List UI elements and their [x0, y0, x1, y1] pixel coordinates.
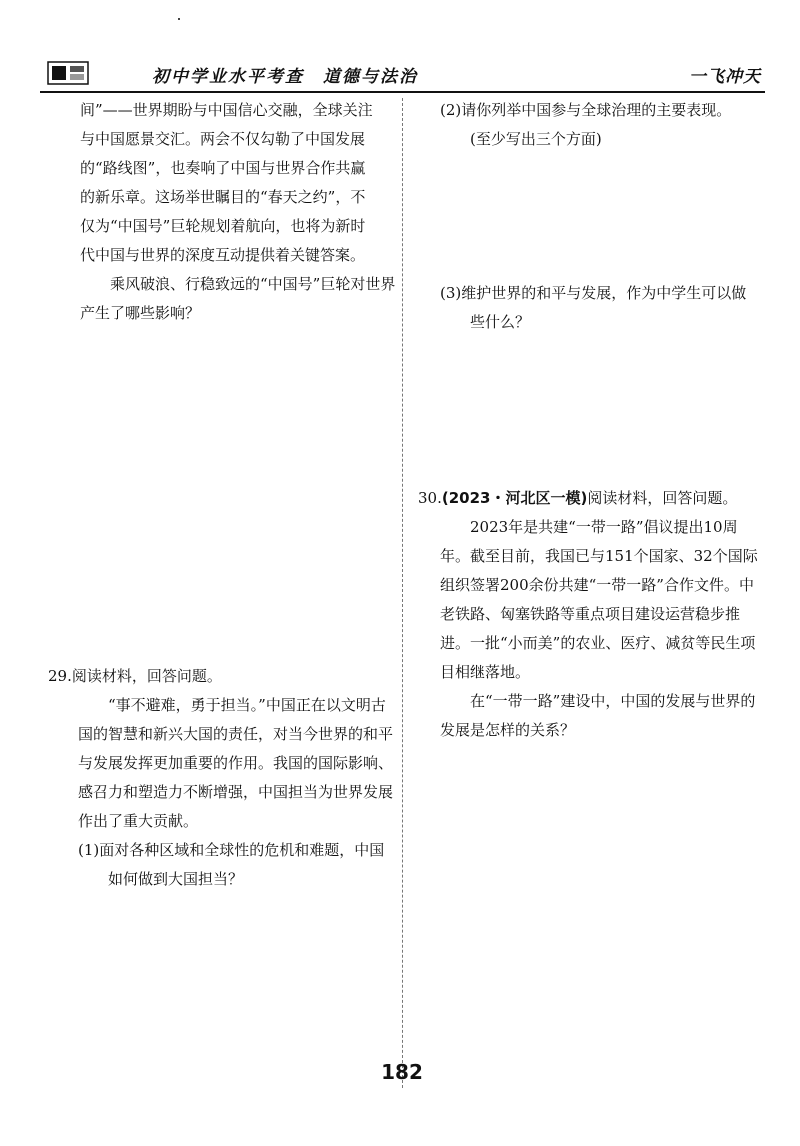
q30-instruction: 阅读材料，回答问题。	[587, 489, 738, 507]
material-line: 的新乐章。这场举世瞩目的“春天之约”，不	[80, 188, 366, 206]
sub-question-2: (2)请你列举中国参与全球治理的主要表现。	[440, 101, 732, 119]
page-header	[40, 58, 765, 92]
question-30	[418, 484, 758, 745]
q30-material: 2023年是共建“一带一路”倡议提出10周年。截至目前，我国已与151个国家、32个国际组织签署200余份共建“一带一路”合作文件。中老铁路、匈塞铁路等重点项目建设运营稳步推进。一批“小而美”的农业、医疗、减贫等民生项目相继落地。	[440, 518, 758, 681]
material-line: 间”——世界期盼与中国信心交融，全球关注	[80, 101, 373, 119]
header-title: 初中学业水平考查 道德与法治	[152, 67, 418, 87]
right-column-top	[440, 96, 758, 337]
book-logo-icon	[46, 58, 90, 88]
q30-question: 在“一带一路”建设中，中国的发展与世界的发展是怎样的关系？	[440, 692, 756, 739]
question-text: 乘风破浪、行稳致远的“中国号”巨轮对世界产生了哪些影响？	[80, 275, 396, 322]
q29-sub-1: (1)面对各种区域和全球性的危机和难题，中国如何做到大国担当？	[78, 841, 385, 888]
q30-heading	[418, 484, 758, 513]
q29-heading: 29.阅读材料，回答问题。	[48, 667, 222, 685]
column-divider	[402, 98, 403, 1088]
material-line: 的“路线图”，也奏响了中国与世界合作共赢	[80, 159, 366, 177]
header-rule	[40, 91, 765, 93]
material-line: 仅为“中国号”巨轮规划着航向，也将为新时	[80, 217, 366, 235]
left-column-top	[80, 96, 398, 328]
q29-material: “事不避难，勇于担当。”中国正在以文明古国的智慧和新兴大国的责任，对当今世界的和平与发展发挥更加重要的作用。我国的国际影响、感召力和塑造力不断增强，中国担当为世界发展作出了重大贡献。	[78, 696, 394, 830]
material-line: 代中国与世界的深度互动提供着关键答案。	[80, 246, 366, 264]
brand-logo: 一飞冲天	[689, 67, 761, 87]
sub-question-2-note: (至少写出三个方面)	[470, 130, 602, 148]
q30-number: 30.	[418, 489, 442, 507]
sub-question-3: (3)维护世界的和平与发展，作为中学生可以做些什么？	[440, 284, 747, 331]
page-number: 182	[381, 1060, 423, 1084]
stray-dot	[178, 18, 180, 20]
material-line: 与中国愿景交汇。两会不仅勾勒了中国发展	[80, 130, 366, 148]
question-29	[48, 662, 398, 894]
q30-source: (2023・河北区一模)	[441, 489, 588, 507]
